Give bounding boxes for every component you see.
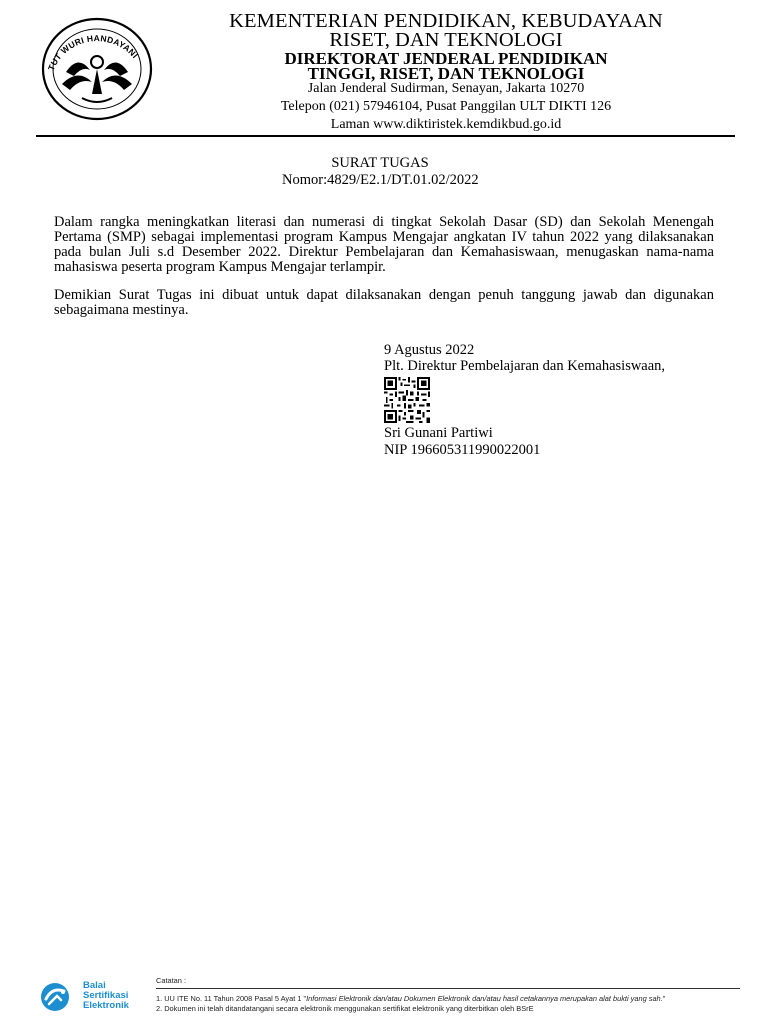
note-1-end: "	[662, 994, 666, 1003]
note-1-italic: Informasi Elektronik dan/atau Dokumen Elektronik dan/atau hasil cetakannya merupakan alat bukti yang sah.	[306, 994, 663, 1003]
notes-divider	[156, 988, 740, 989]
bsre-text-line1: Balai	[83, 980, 106, 991]
ministry-name-line2: RISET, DAN TEKNOLOGI	[329, 29, 563, 51]
bsre-mark-icon	[38, 979, 74, 1015]
signature-date: 9 Agustus 2022	[384, 342, 475, 358]
signatory-role: Plt. Direktur Pembelajaran dan Kemahasiswaan,	[384, 358, 666, 374]
qr-code-icon	[384, 377, 430, 423]
directorate-name-line2: TINGGI, RISET, DAN TEKNOLOGI	[307, 64, 585, 83]
letterhead-divider	[36, 135, 735, 137]
note-2: 2. Dokumen ini telah ditandatangani secara elektronik menggunakan sertifikat elektronik yang diterbitkan oleh BSrE	[156, 1003, 534, 1013]
letter-number-value: 4829/E2.1/DT.01.02/2022	[327, 172, 479, 188]
website-line: Laman www.diktiristek.kemdikbud.go.id	[330, 117, 562, 132]
tut-wuri-handayani-logo-icon	[38, 14, 156, 122]
bsre-logo	[38, 979, 153, 1015]
letter-number	[282, 172, 479, 189]
note-1-text: 1. UU ITE No. 11 Tahun 2008 Pasal 5 Ayat 1 "	[156, 994, 307, 1003]
signatory-name: Sri Gunani Partiwi	[384, 425, 493, 441]
directorate-name-line1: DIREKTORAT JENDERAL PENDIDIKAN	[284, 49, 608, 68]
note-1	[156, 994, 740, 1004]
letter-number-label: Nomor:	[282, 172, 328, 188]
footer-notes	[156, 976, 740, 1013]
notes-label: Catatan :	[156, 976, 186, 985]
bsre-logo-text	[83, 981, 129, 1011]
body-paragraph-1: Dalam rangka meningkatkan literasi dan numerasi di tingkat Sekolah Dasar (SD) dan Sekolah Menengah Pertama (SMP) sebagai implementasi program Kampus Mengajar angkatan IV tahun 2022 yang dilaksanakan pada bulan Juli s.d Desember 2022. Direktur Pembelajaran dan Kemahasiswaan, menugaskan nama-nama mahasiswa peserta program Kampus Mengajar terlampir.	[54, 214, 714, 275]
signatory-nip: NIP 196605311990022001	[384, 442, 541, 458]
bsre-text-line3: Elektronik	[83, 1000, 129, 1011]
phone-line: Telepon (021) 57946104, Pusat Panggilan ULT DIKTI 126	[280, 99, 612, 114]
address-line: Jalan Jenderal Sudirman, Senayan, Jakarta 10270	[307, 81, 585, 96]
bsre-text-line2: Sertifikasi	[83, 990, 129, 1001]
ministry-name-line1: KEMENTERIAN PENDIDIKAN, KEBUDAYAAN	[229, 10, 663, 32]
svg-text:TUT WURI HANDAYANI: TUT WURI HANDAYANI	[45, 33, 141, 73]
body-paragraph-2: Demikian Surat Tugas ini dibuat untuk dapat dilaksanakan dengan penuh tanggung jawab dan digunakan sebagaimana mestinya.	[54, 287, 714, 318]
letter-title: SURAT TUGAS	[331, 155, 429, 171]
